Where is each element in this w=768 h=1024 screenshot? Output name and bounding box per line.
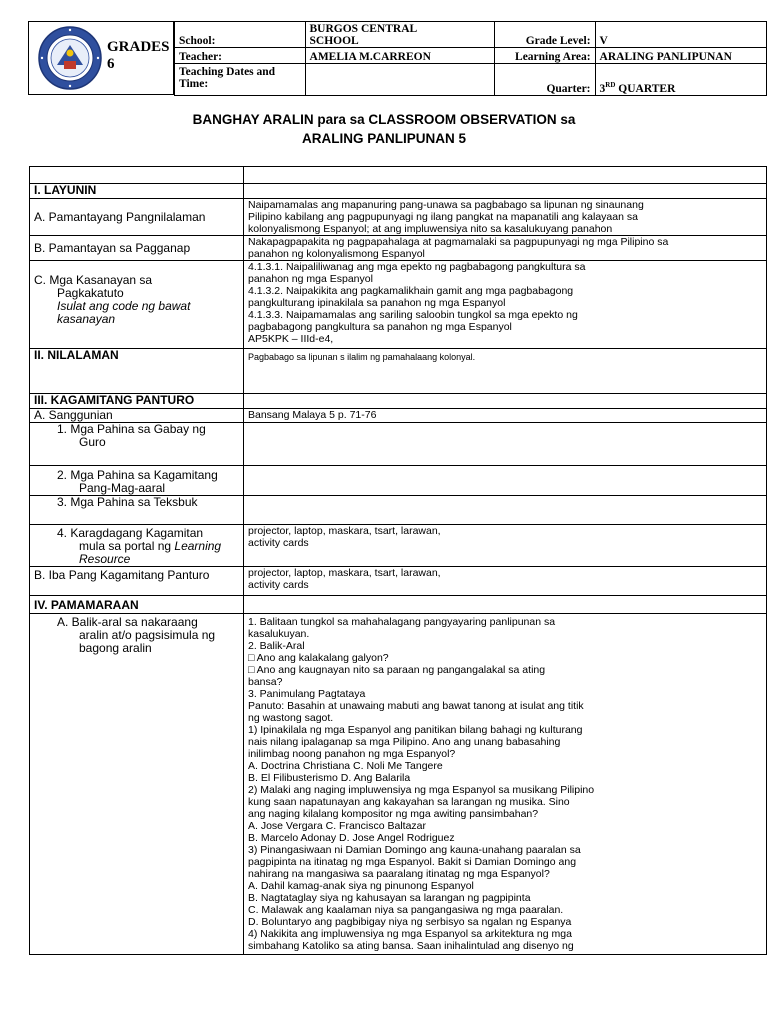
- table-row: [30, 496, 767, 525]
- layunin-row: [30, 184, 767, 199]
- row-label: A. Sanggunian: [30, 409, 244, 423]
- table-row: [30, 567, 767, 596]
- grade-level-value: V: [595, 22, 766, 48]
- row-label: B. Iba Pang Kagamitang Panturo: [30, 567, 244, 596]
- row-value: projector, laptop, maskara, tsart, larawan, activity cards: [244, 525, 767, 567]
- document-title-line2: ARALING PANLIPUNAN 5: [301, 131, 466, 146]
- learning-area-label: Learning Area:: [494, 48, 595, 64]
- row-value: projector, laptop, maskara, tsart, larawan, activity cards: [244, 567, 767, 596]
- row-value: 1. Balitaan tungkol sa mahahalagang pangyayaring panlipunan sa kasalukuyan. 2. Balik-Aral □ Ano ang kalakalang galyon? □ Ano ang kaugnayan nito sa paraan ng pangangalakal sa ating bansa? 3. Panimulang Pagtataya Panuto: Basahin at unawaing mabuti ang bawat tanong at isulat ang titik ng wastong sagot. 1) Ipinakilala ng mga Espanyol ang panitikan bilang bahagi ng kulturang nais nilang ipalaganap sa mga Pilipino. Ano ang unang babasahing inilimbag noong panahon ng mga Espanyol? A. Doctrina Christiana C. Noli Me Tangere B. El Filibusterismo D. Ang Balarila 2) Malaki ang naging impluwensiya ng mga Espanyol sa musikang Pilipino kung saan napatunayan ang kakayahan sa larangan ng musika. Sino ang naging kilalang kompositor ng mga awiting pansimbahan? A. Jose Vergara C. Francisco Baltazar B. Marcelo Adonay D. Jose Angel Rodriguez 3) Pinangasiwaan ni Damian Domingo ang kauna-unahang paaralan sa pagpipinta na itinatag ng mga Espanyol. Bakit si Damian Domingo ang nahirang na mangasiwa sa paaralang itinatag ng mga Espanyol? A. Dahil kamag-anak siya ng pinunong Espanyol B. Nagtataglay siya ng kahusayan sa larangan ng pagpipinta C. Malawak ang kaalaman niya sa pangangasiwa ng mga paaralan. D. Boluntaryo ang pagbibigay niya ng serbisyo sa ngalan ng Espanya 4) Nakikita ang impluwensiya ng mga Espanyol sa arkitektura ng mga simbahang Katoliko sa ating bansa. Saan inihalintulad ang disenyo ng: [244, 614, 767, 955]
- section-heading: III. KAGAMITANG PANTURO: [30, 394, 244, 409]
- quarter-value: 3RD QUARTER: [595, 64, 766, 96]
- row-value: 4.1.3.1. Naipaliliwanag ang mga epekto ng pagbabagong pangkultura sa panahon ng mga Espanyol 4.1.3.2. Naipakikita ang pagkamalikhain gamit ang mga pagbabagong pangkulturang ipinakilala sa panahon ng mga Espanyol 4.1.3.3. Naipamamalas ang sariling saloobin tungkol sa mga epekto ng pagbabagong pangkultura sa panahon ng mga Espanyol AP5KPK – IIId-e4,: [244, 261, 767, 349]
- nilalaman-row: [30, 349, 767, 394]
- document-title-line1: BANGHAY ARALIN para sa CLASSROOM OBSERVATION sa: [192, 112, 576, 127]
- header-info-table: [174, 21, 767, 96]
- table-row: [30, 423, 767, 466]
- grade-level-label: Grade Level:: [494, 22, 595, 48]
- teacher-value: AMELIA M.CARREON: [305, 48, 494, 64]
- school-label: School:: [175, 22, 306, 48]
- row-label: 2. Mga Pahina sa Kagamitang Pang-Mag-aaral: [30, 466, 244, 496]
- table-row: [30, 409, 767, 423]
- school-value: BURGOS CENTRAL SCHOOL: [305, 22, 494, 48]
- document-header: [28, 21, 767, 95]
- table-row: [30, 525, 767, 567]
- row-label: 3. Mga Pahina sa Teksbuk: [30, 496, 244, 525]
- logo-cell: [28, 21, 174, 95]
- learning-area-value: ARALING PANLIPUNAN: [595, 48, 766, 64]
- deped-seal-icon: [37, 25, 103, 91]
- row-label: A. Balik-aral sa nakaraang aralin at/o pagsisimula ng bagong aralin: [30, 614, 244, 955]
- dates-value: [305, 64, 494, 96]
- section-heading: II. NILALAMAN: [30, 349, 244, 394]
- table-row: [30, 261, 767, 349]
- section-heading: I. LAYUNIN: [30, 184, 244, 199]
- row-label: A. Pamantayang Pangnilalaman: [30, 199, 244, 236]
- teacher-label: Teacher:: [175, 48, 306, 64]
- table-row: [30, 199, 767, 236]
- quarter-label: Quarter:: [494, 64, 595, 96]
- row-value: Naipamamalas ang mapanuring pang-unawa sa pagbabago sa lipunan ng sinaunang Pilipino kabilang ang pagpupunyagi ng ilang pangkat na mapanatili ang kalayaan sa kolonyalismong Espanyol; at ang impluwensiya nito sa kasalukuyang panahon: [244, 199, 767, 236]
- table-row: [30, 466, 767, 496]
- row-label: 4. Karagdagang Kagamitan mula sa portal ng Learning Resource: [30, 525, 244, 567]
- row-label: C. Mga Kasanayan sa Pagkakatuto Isulat ang code ng bawat kasanayan: [30, 261, 244, 349]
- kagamitan-row: [30, 394, 767, 409]
- row-label: B. Pamantayan sa Pagganap: [30, 236, 244, 261]
- lesson-plan-table: [29, 166, 767, 955]
- row-value: Nakapagpapakita ng pagpapahalaga at pagmamalaki sa pagpupunyagi ng mga Pilipino sa panahon ng kolonyalismong Espanyol: [244, 236, 767, 261]
- table-row: [30, 236, 767, 261]
- row-label: 1. Mga Pahina sa Gabay ng Guro: [30, 423, 244, 466]
- pamamaraan-row: [30, 596, 767, 614]
- table-row: [30, 614, 767, 955]
- dates-label: Teaching Dates and Time:: [175, 64, 306, 96]
- section-heading: IV. PAMAMARAAN: [30, 596, 244, 614]
- row-value: Bansang Malaya 5 p. 71-76: [244, 409, 767, 423]
- row-value: Pagbabago sa lipunan s ilalim ng pamahalaang kolonyal.: [244, 349, 767, 394]
- grades-label: GRADES 6: [107, 39, 170, 72]
